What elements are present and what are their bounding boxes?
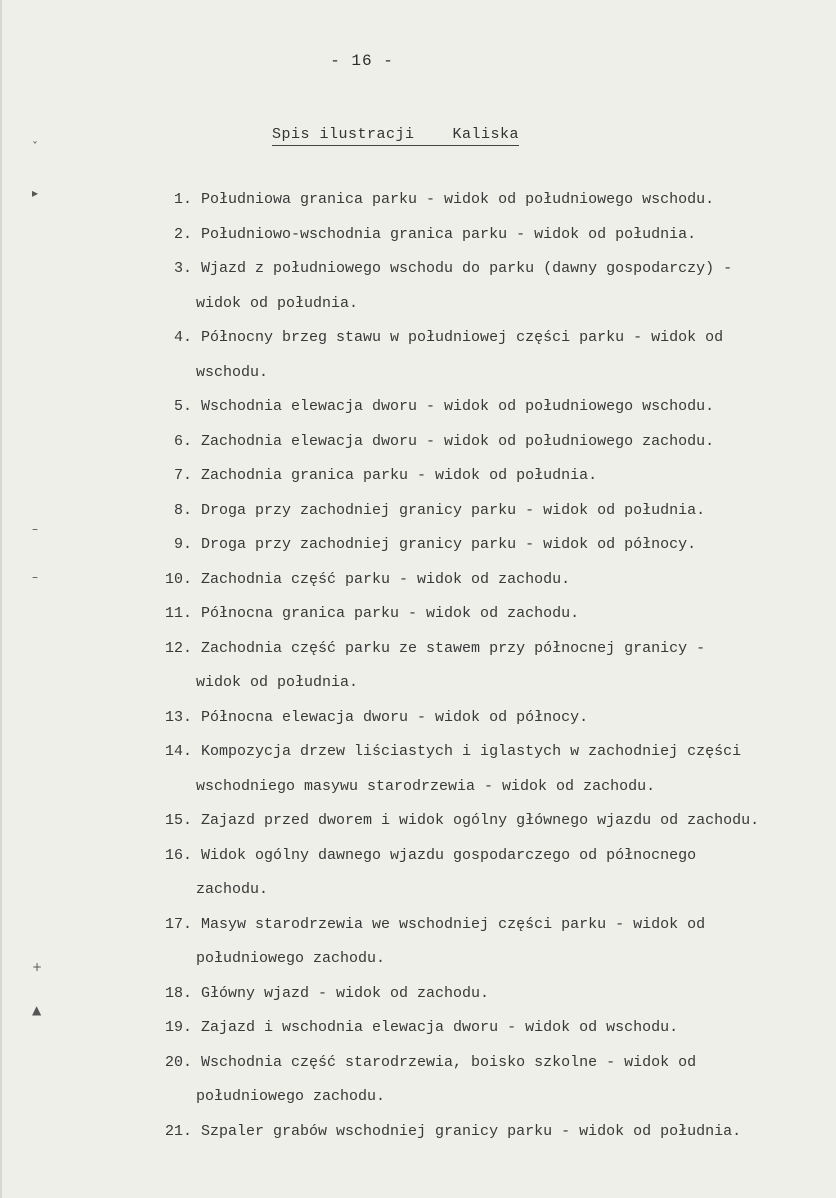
- item-number: 21.: [164, 1122, 192, 1140]
- list-item: [160, 701, 830, 736]
- item-number: 12.: [164, 639, 192, 657]
- list-item: [160, 183, 830, 218]
- item-text: Wschodnia elewacja dworu - widok od południowego wschodu.: [201, 398, 715, 415]
- list-item: [160, 563, 830, 598]
- list-item-continuation: [160, 873, 836, 908]
- item-number: 8.: [173, 501, 192, 519]
- list-item-continuation: [160, 287, 836, 322]
- item-number: 15.: [164, 812, 192, 829]
- list-item: [160, 632, 830, 667]
- item-text: Zachodnia część parku - widok od zachodu.: [201, 570, 571, 588]
- item-text: Widok ogólny dawnego wjazdu gospodarczego od północnego: [201, 846, 697, 864]
- list-item: [160, 252, 830, 287]
- item-number: 18.: [164, 984, 192, 1002]
- item-text: Północny brzeg stawu w południowej części parku - widok od: [201, 329, 724, 346]
- list-item: [160, 459, 830, 494]
- list-item: [160, 908, 830, 943]
- item-number: 16.: [164, 846, 192, 864]
- margin-mark: –: [32, 570, 38, 584]
- item-text: Południowa granica parku - widok od południowego wschodu.: [201, 191, 715, 208]
- list-item: [160, 218, 830, 253]
- item-number: 1.: [173, 191, 192, 208]
- item-text: widok od południa.: [196, 674, 359, 691]
- item-number: 17.: [164, 915, 192, 933]
- list-item-continuation: [160, 356, 836, 391]
- item-number: 19.: [164, 1019, 192, 1036]
- list-item: [160, 1115, 830, 1150]
- list-item: [160, 839, 830, 874]
- item-text: Masyw starodrzewia we wschodniej części parku - widok od: [201, 915, 706, 933]
- item-text: Droga przy zachodniej granicy parku - widok od południa.: [201, 501, 706, 519]
- item-number: 3.: [173, 260, 192, 277]
- item-text: Północna elewacja dworu - widok od północy.: [201, 708, 589, 726]
- list-item: [160, 321, 830, 356]
- item-text: Zachodnia granica parku - widok od południa.: [201, 467, 598, 484]
- item-text: Północna granica parku - widok od zachodu.: [201, 605, 580, 622]
- margin-mark: +: [32, 960, 43, 974]
- item-number: 7.: [173, 467, 192, 484]
- item-number: 4.: [173, 329, 192, 346]
- list-item-continuation: [160, 770, 836, 805]
- list-item-continuation: [160, 666, 836, 701]
- list-item-continuation: [160, 942, 836, 977]
- list-item: [160, 494, 830, 529]
- item-text: Zachodnia elewacja dworu - widok od południowego zachodu.: [201, 432, 715, 450]
- item-number: 2.: [173, 225, 192, 243]
- item-number: 10.: [164, 570, 192, 588]
- item-text: południowego zachodu.: [196, 1088, 386, 1105]
- item-text: południowego zachodu.: [196, 950, 386, 967]
- item-text: Zachodnia część parku ze stawem przy północnej granicy -: [201, 639, 706, 657]
- list-item: [160, 804, 830, 839]
- list-item: [160, 528, 830, 563]
- item-text: Południowo-wschodnia granica parku - widok od południa.: [201, 225, 697, 243]
- item-text: Wjazd z południowego wschodu do parku (dawny gospodarczy) -: [201, 260, 733, 277]
- list-item: [160, 1046, 830, 1081]
- list-item: [160, 425, 830, 460]
- item-number: 6.: [173, 432, 192, 450]
- item-text: zachodu.: [196, 881, 269, 898]
- item-text: wschodu.: [196, 363, 269, 381]
- list-item: [160, 977, 830, 1012]
- margin-mark: ˇ: [32, 140, 38, 154]
- item-text: Droga przy zachodniej granicy parku - widok od północy.: [201, 536, 697, 553]
- item-text: widok od południa.: [196, 294, 359, 312]
- page-number: - 16 -: [330, 52, 394, 70]
- list-item: [160, 597, 830, 632]
- item-number: 11.: [164, 605, 192, 622]
- item-number: 5.: [173, 398, 192, 415]
- item-text: Zajazd przed dworem i widok ogólny głównego wjazdu od zachodu.: [201, 812, 760, 829]
- list-title: Spis ilustracji Kaliska: [272, 126, 519, 146]
- item-number: 20.: [164, 1053, 192, 1071]
- list-item: [160, 390, 830, 425]
- item-text: Szpaler grabów wschodniej granicy parku - widok od południa.: [201, 1122, 742, 1140]
- item-number: 13.: [164, 708, 192, 726]
- item-text: Kompozycja drzew liściastych i iglastych w zachodniej części: [201, 743, 742, 760]
- item-text: wschodniego masywu starodrzewia - widok od zachodu.: [196, 777, 656, 795]
- list-item: [160, 735, 830, 770]
- item-text: Główny wjazd - widok od zachodu.: [201, 984, 490, 1002]
- item-text: Wschodnia część starodrzewia, boisko szkolne - widok od: [201, 1053, 697, 1071]
- item-number: 9.: [173, 536, 192, 553]
- margin-mark: –: [32, 522, 38, 536]
- list-item: [160, 1011, 830, 1046]
- item-text: Zajazd i wschodnia elewacja dworu - widok od wschodu.: [201, 1019, 679, 1036]
- margin-mark: ▸: [32, 186, 39, 200]
- list-item-continuation: [160, 1080, 836, 1115]
- item-number: 14.: [164, 743, 192, 760]
- margin-mark: ▲: [32, 1003, 42, 1017]
